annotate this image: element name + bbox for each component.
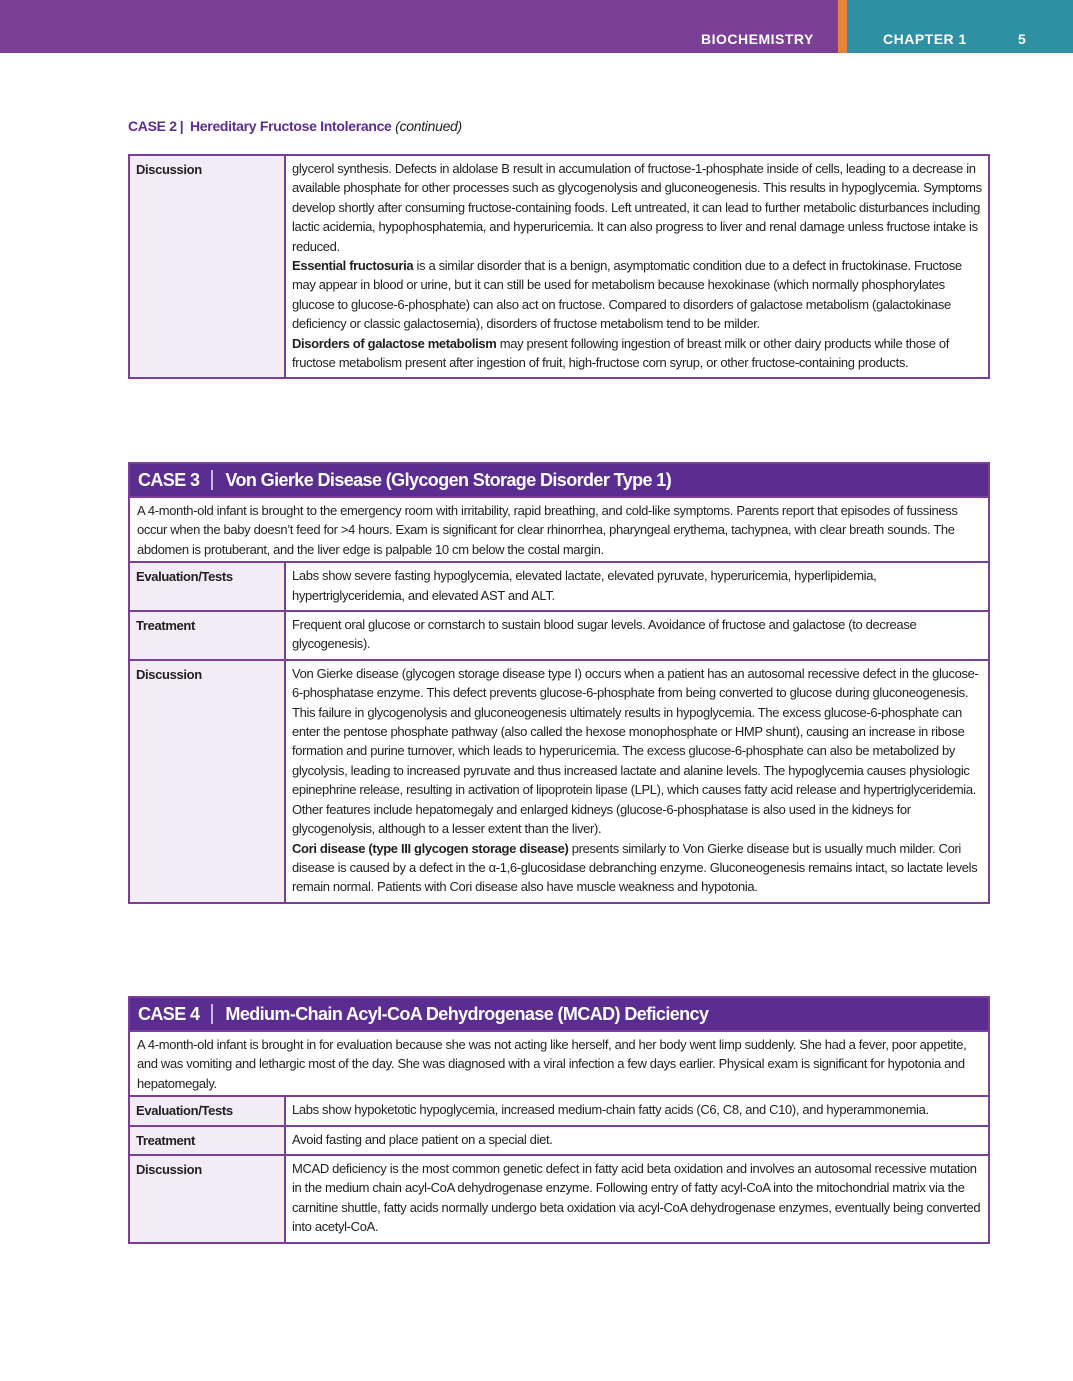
header-orange-stripe (838, 0, 847, 53)
discussion-text (285, 155, 989, 378)
case3-table (128, 462, 990, 904)
page-number: 5 (1018, 31, 1027, 47)
evaluation-text: Labs show severe fasting hypoglycemia, elevated lactate, elevated pyruvate, hyperuricemia, hyperlipidemia, hypertriglyceridemia, and elevated AST and ALT. (285, 562, 989, 611)
evaluation-label: Evaluation/Tests (129, 562, 285, 611)
table-row (129, 1126, 989, 1155)
case3-label: CASE 3 (138, 469, 200, 490)
table-row (129, 562, 989, 611)
case2-table (128, 154, 990, 379)
header-chapter: CHAPTER 1 (883, 31, 967, 47)
discussion-label: Discussion (129, 660, 285, 903)
case4-title-bar (129, 997, 989, 1031)
case4-label: CASE 4 (138, 1003, 200, 1024)
case2-title: Hereditary Fructose Intolerance (190, 118, 392, 134)
treatment-label: Treatment (129, 1126, 285, 1155)
discussion-paragraph (292, 839, 982, 897)
table-row (129, 660, 989, 903)
header-subject: BIOCHEMISTRY (701, 31, 814, 47)
paragraph-body: is a similar disorder that is a benign, asymptomatic condition due to a defect in fructokinase. Fructose may appear in blood or urine, but it can still be used for metabolism because hexokinase (which normally phosphorylates glucose to glucose-6-phosphate) can also act on fructose. Compared to disorders of galactose metabolism (galactokinase deficiency or classic galactosemia), disorders of fructose metabolism tend to be milder. (292, 258, 962, 332)
paragraph-body: may present following ingestion of breast milk or other dairy products while those of fructose metabolism present after ingestion of fruit, high-fructose corn syrup, or other fructose-containing products. (292, 335, 950, 371)
discussion-paragraph (292, 334, 982, 373)
discussion-text (285, 660, 989, 903)
case3-title-bar (129, 463, 989, 497)
term-bold: Essential fructosuria (292, 258, 414, 274)
title-separator: | (179, 118, 184, 134)
table-row (129, 1096, 989, 1125)
case4-title: Medium-Chain Acyl-CoA Dehydrogenase (MCAD) Deficiency (225, 1003, 709, 1024)
discussion-label: Discussion (129, 155, 285, 378)
case4-vignette: A 4-month-old infant is brought in for evaluation because she was not acting like herself, and her body went limp suddenly. She had a fever, poor appetite, and was vomiting and lethargic most of the day. She was diagnosed with a viral infection a few days earlier. Physical exam is significant for hypotonia and hepatomegaly. (129, 1031, 989, 1096)
evaluation-label: Evaluation/Tests (129, 1096, 285, 1125)
treatment-text: Frequent oral glucose or cornstarch to sustain blood sugar levels. Avoidance of fructose and galactose (to decrease glycogenesis). (285, 611, 989, 660)
discussion-label: Discussion (129, 1155, 285, 1243)
paragraph-body: presents similarly to Von Gierke disease but is usually much milder. Cori disease is caused by a defect in the α-1,6-glucosidase debranching enzyme. Gluconeogenesis remains intact, so lactate levels remain normal. Patients with Cori disease also have muscle weakness and hypotonia. (292, 840, 978, 895)
title-divider (211, 470, 213, 490)
table-row (129, 1031, 989, 1096)
table-title-row (129, 997, 989, 1031)
case2-label: CASE 2 (128, 118, 177, 134)
case4-table (128, 996, 990, 1244)
table-row (129, 611, 989, 660)
title-divider (211, 1004, 213, 1024)
case2-continued-title (128, 118, 462, 134)
term-bold: Disorders of galactose metabolism (292, 335, 497, 351)
treatment-text: Avoid fasting and place patient on a special diet. (285, 1126, 989, 1155)
table-row (129, 155, 989, 378)
discussion-paragraph: glycerol synthesis. Defects in aldolase B result in accumulation of fructose-1-phosphate inside of cells, leading to a decrease in available phosphate for other processes such as glycogenolysis and gluconeogenesis. This results in hypoglycemia. Symptoms develop shortly after consuming fructose-containing foods. Left untreated, it can lead to further metabolic disturbances including lactic acidemia, hypophosphatemia, and hyperuricemia. It can also progress to liver and renal damage unless fructose intake is reduced. (292, 161, 982, 254)
discussion-paragraph (292, 256, 982, 334)
continued-note: (continued) (395, 118, 462, 134)
table-title-row (129, 463, 989, 497)
case3-title: Von Gierke Disease (Glycogen Storage Disorder Type 1) (225, 469, 672, 490)
case3-vignette: A 4-month-old infant is brought to the emergency room with irritability, rapid breathing, and cold-like symptoms. Parents report that episodes of fussiness occur when the baby doesn’t feed for >4 hours. Exam is significant for clear rhinorrhea, pharyngeal erythema, tachypnea, with clear breath sounds. The abdomen is protuberant, and the liver edge is palpable 10 cm below the costal margin. (129, 497, 989, 562)
discussion-text: MCAD deficiency is the most common genetic defect in fatty acid beta oxidation and involves an autosomal recessive mutation in the medium chain acyl-CoA dehydrogenase enzyme. Following entry of fatty acyl-CoA into the mitochondrial matrix via the carnitine shuttle, fatty acids normally undergo beta oxidation via acyl-CoA dehydrogenase enzymes, eventually being converted into acetyl-CoA. (285, 1155, 989, 1243)
table-row (129, 1155, 989, 1243)
discussion-paragraph: Von Gierke disease (glycogen storage disease type I) occurs when a patient has an autosomal recessive defect in the glucose-6-phosphatase enzyme. This defect prevents glucose-6-phosphate from being converted to glucose during gluconeogenesis. This failure in glycogenolysis and gluconeogenesis ultimately results in hypoglycemia. The excess glucose-6-phosphate can enter the pentose phosphate pathway (also called the hexose monophosphate or HMP shunt), causing an increase in ribose formation and purine turnover, which leads to hyperuricemia. The excess glucose-6-phosphate can also be metabolized by glycolysis, leading to increased pyruvate and thus increased lactate and alanine levels. The hypoglycemia causes physiologic epinephrine release, resulting in activation of lipoprotein lipase (LPL), which causes fatty acid release and hypertriglyceridemia. Other features include hepatomegaly and enlarged kidneys (glucose-6-phosphatase is also used in the kidneys for glycogenolysis, although to a lesser extent than the liver). (292, 665, 979, 837)
treatment-label: Treatment (129, 611, 285, 660)
evaluation-text: Labs show hypoketotic hypoglycemia, increased medium-chain fatty acids (C6, C8, and C10), and hyperammonemia. (285, 1096, 989, 1125)
page-header-bar (0, 0, 1073, 53)
term-bold: Cori disease (type III glycogen storage disease) (292, 840, 569, 856)
table-row (129, 497, 989, 562)
